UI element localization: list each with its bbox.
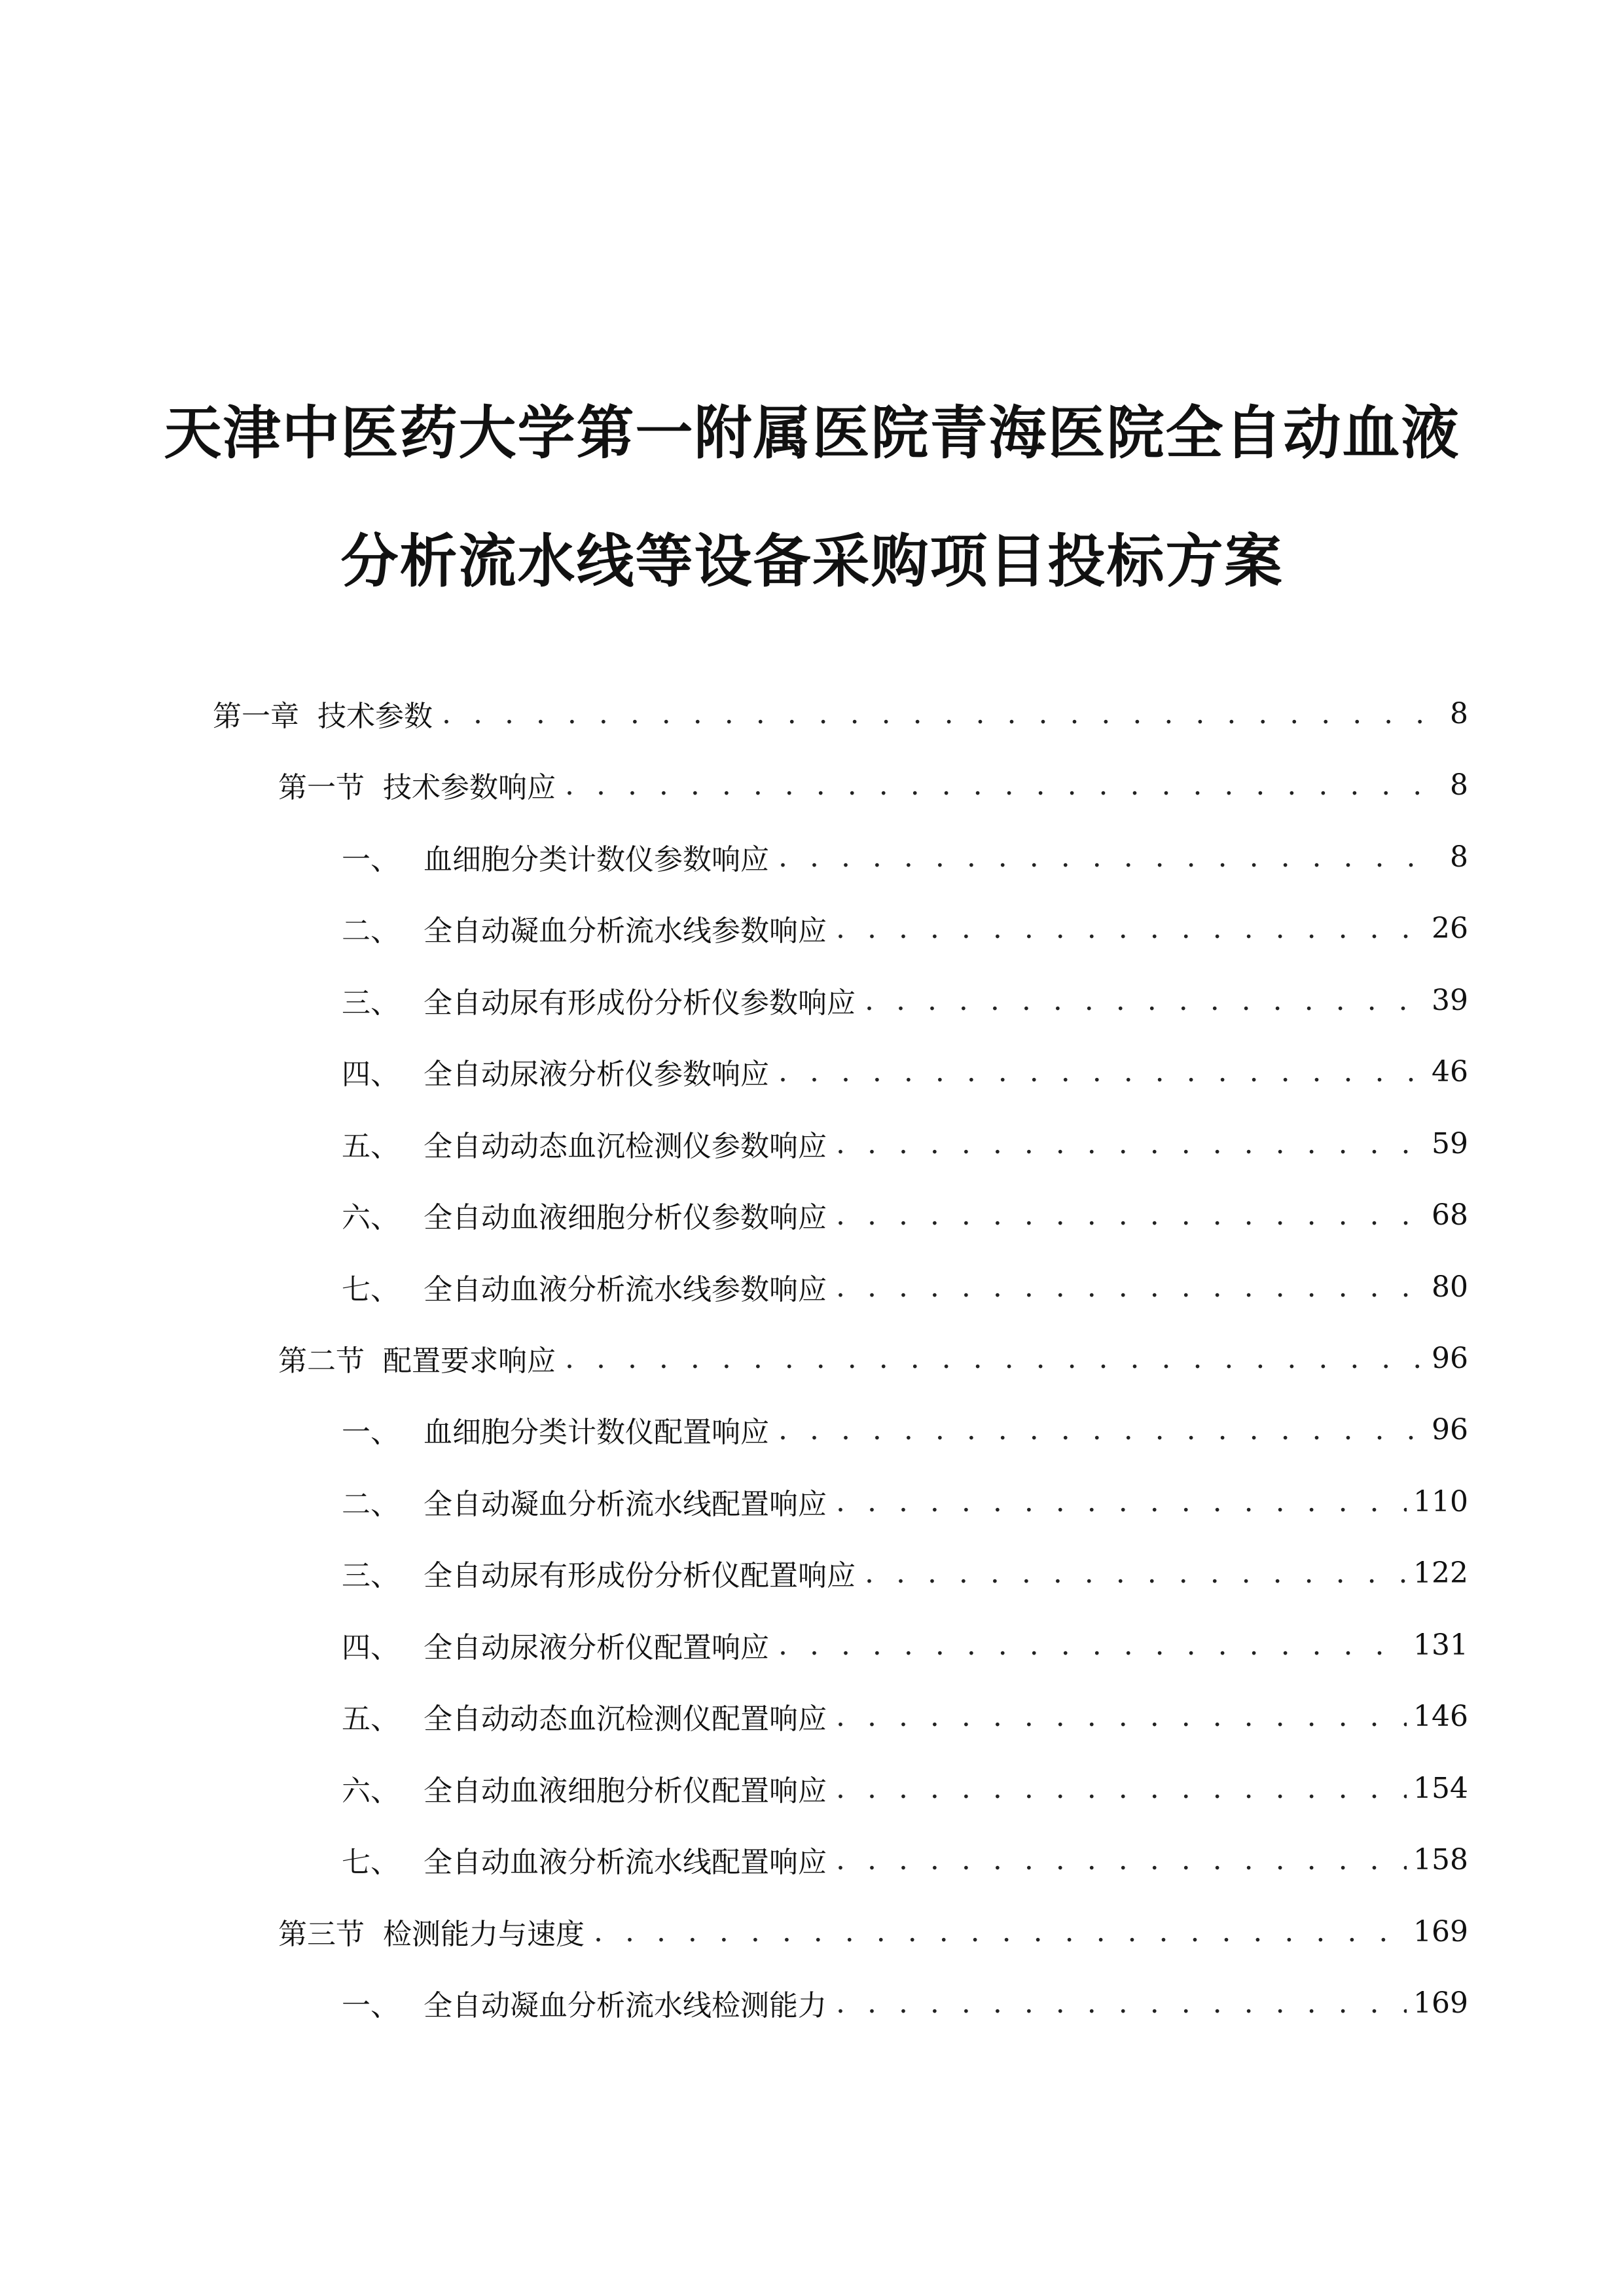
dot-leader [778, 1628, 1407, 1662]
toc-entry-number: 一、 [342, 843, 399, 876]
dot-leader [836, 1700, 1407, 1733]
dot-leader [865, 984, 1425, 1017]
toc-page-number: 131 [1413, 1628, 1468, 1662]
toc-page-number: 8 [1450, 840, 1468, 874]
toc-entry[interactable] [342, 1768, 1468, 1808]
toc-entry-title: 全自动凝血分析流水线配置响应 [424, 1488, 827, 1521]
toc-entry[interactable] [342, 1267, 1468, 1306]
toc-entry-title: 全自动凝血分析流水线检测能力 [424, 1989, 827, 2022]
dot-leader [565, 768, 1435, 802]
toc-entry[interactable] [342, 1410, 1468, 1449]
toc-entry[interactable] [213, 694, 1468, 733]
title-line-2: 分析流水线等设备采购项目投标方案 [340, 527, 1284, 595]
toc-page-number: 110 [1413, 1484, 1468, 1518]
toc-entry[interactable] [342, 1840, 1468, 1879]
toc-entry-title: 全自动血液细胞分析仪参数响应 [424, 1201, 827, 1234]
dot-leader [778, 1055, 1425, 1088]
toc-page-number: 80 [1432, 1270, 1468, 1304]
toc-entry[interactable] [342, 1553, 1468, 1592]
toc-entry-number: 一、 [342, 1989, 399, 2022]
toc-entry[interactable] [342, 980, 1468, 1020]
toc-entry-number: 七、 [342, 1273, 399, 1306]
dot-leader [442, 697, 1435, 730]
toc-page-number: 46 [1432, 1054, 1468, 1088]
dot-leader [865, 1556, 1407, 1590]
toc-entry-number: 四、 [342, 1058, 399, 1091]
toc-entry[interactable] [342, 1696, 1468, 1736]
toc-entry-number: 六、 [342, 1774, 399, 1808]
toc-entry-title: 全自动尿有形成份分析仪配置响应 [424, 1559, 856, 1592]
toc-entry-number: 二、 [342, 914, 399, 948]
toc-entry-title: 全自动血液分析流水线配置响应 [424, 1846, 827, 1879]
toc-entry-title: 技术参数响应 [383, 771, 556, 804]
toc-page-number: 154 [1413, 1771, 1468, 1805]
toc-entry-number: 五、 [342, 1130, 399, 1163]
dot-leader [565, 1342, 1425, 1375]
toc-entry-number: 第一节 [278, 771, 365, 804]
toc-entry-title: 全自动血液分析流水线参数响应 [424, 1273, 827, 1306]
toc-entry[interactable] [342, 1052, 1468, 1091]
toc-entry[interactable] [342, 1482, 1468, 1521]
dot-leader [836, 1986, 1407, 2020]
toc-entry[interactable] [342, 1625, 1468, 1664]
toc-entry-number: 七、 [342, 1846, 399, 1879]
toc-page-number: 122 [1413, 1556, 1468, 1590]
dot-leader [836, 1772, 1407, 1805]
toc-entry-title: 检测能力与速度 [383, 1918, 585, 1951]
toc-entry[interactable] [342, 1195, 1468, 1234]
dot-leader [836, 1485, 1407, 1518]
toc-entry-number: 三、 [342, 986, 399, 1020]
toc-entry-title: 全自动尿液分析仪配置响应 [424, 1631, 769, 1664]
toc-entry-number: 六、 [342, 1201, 399, 1234]
toc-entry-number: 第二节 [278, 1344, 365, 1378]
dot-leader [594, 1915, 1407, 1948]
dot-leader [836, 1127, 1425, 1160]
toc-page-number: 8 [1450, 768, 1468, 802]
dot-leader [836, 912, 1425, 945]
toc-page-number: 26 [1432, 911, 1468, 945]
toc-page-number: 169 [1413, 1986, 1468, 2020]
toc-entry-number: 第一章 [213, 700, 299, 733]
toc-page-number: 146 [1413, 1699, 1468, 1733]
toc-entry-title: 全自动尿液分析仪参数响应 [424, 1058, 769, 1091]
toc-page-number: 39 [1432, 983, 1468, 1017]
toc-page-number: 68 [1432, 1198, 1468, 1232]
toc-entry-number: 一、 [342, 1416, 399, 1449]
toc-entry-number: 五、 [342, 1702, 399, 1736]
toc-entry[interactable] [278, 1338, 1468, 1378]
toc-entry-number: 三、 [342, 1559, 399, 1592]
toc-entry-title: 全自动血液细胞分析仪配置响应 [424, 1774, 827, 1808]
toc-entry[interactable] [342, 837, 1468, 876]
toc-entry-number: 第三节 [278, 1918, 365, 1951]
toc-page-number: 8 [1450, 696, 1468, 730]
toc-page-number: 59 [1432, 1126, 1468, 1160]
toc-entry-title: 全自动动态血沉检测仪参数响应 [424, 1130, 827, 1163]
toc-entry[interactable] [342, 1124, 1468, 1163]
toc-entry-title: 全自动凝血分析流水线参数响应 [424, 914, 827, 948]
toc-entry-title: 技术参数 [317, 700, 433, 733]
dot-leader [778, 840, 1435, 874]
toc-entry-number: 四、 [342, 1631, 399, 1664]
toc-entry[interactable] [342, 1983, 1468, 2022]
toc-entry[interactable] [278, 765, 1468, 804]
toc-entry-title: 全自动尿有形成份分析仪参数响应 [424, 986, 856, 1020]
toc-entry-number: 二、 [342, 1488, 399, 1521]
toc-page-number: 169 [1413, 1914, 1468, 1948]
toc-entry-title: 全自动动态血沉检测仪配置响应 [424, 1702, 827, 1736]
toc-entry-title: 配置要求响应 [383, 1344, 556, 1378]
toc-entry[interactable] [278, 1912, 1468, 1951]
toc-entry-title: 血细胞分类计数仪参数响应 [424, 843, 769, 876]
toc-page-number: 158 [1413, 1842, 1468, 1876]
toc-page-number: 96 [1432, 1412, 1468, 1446]
toc-page-number: 96 [1432, 1341, 1468, 1375]
document-title [118, 369, 1506, 626]
dot-leader [778, 1413, 1425, 1446]
toc-entry[interactable] [342, 908, 1468, 948]
title-line-1: 天津中医药大学第一附属医院青海医院全自动血液 [164, 399, 1460, 467]
dot-leader [836, 1270, 1425, 1304]
dot-leader [836, 1198, 1425, 1232]
dot-leader [836, 1843, 1407, 1876]
toc-entry-title: 血细胞分类计数仪配置响应 [424, 1416, 769, 1449]
